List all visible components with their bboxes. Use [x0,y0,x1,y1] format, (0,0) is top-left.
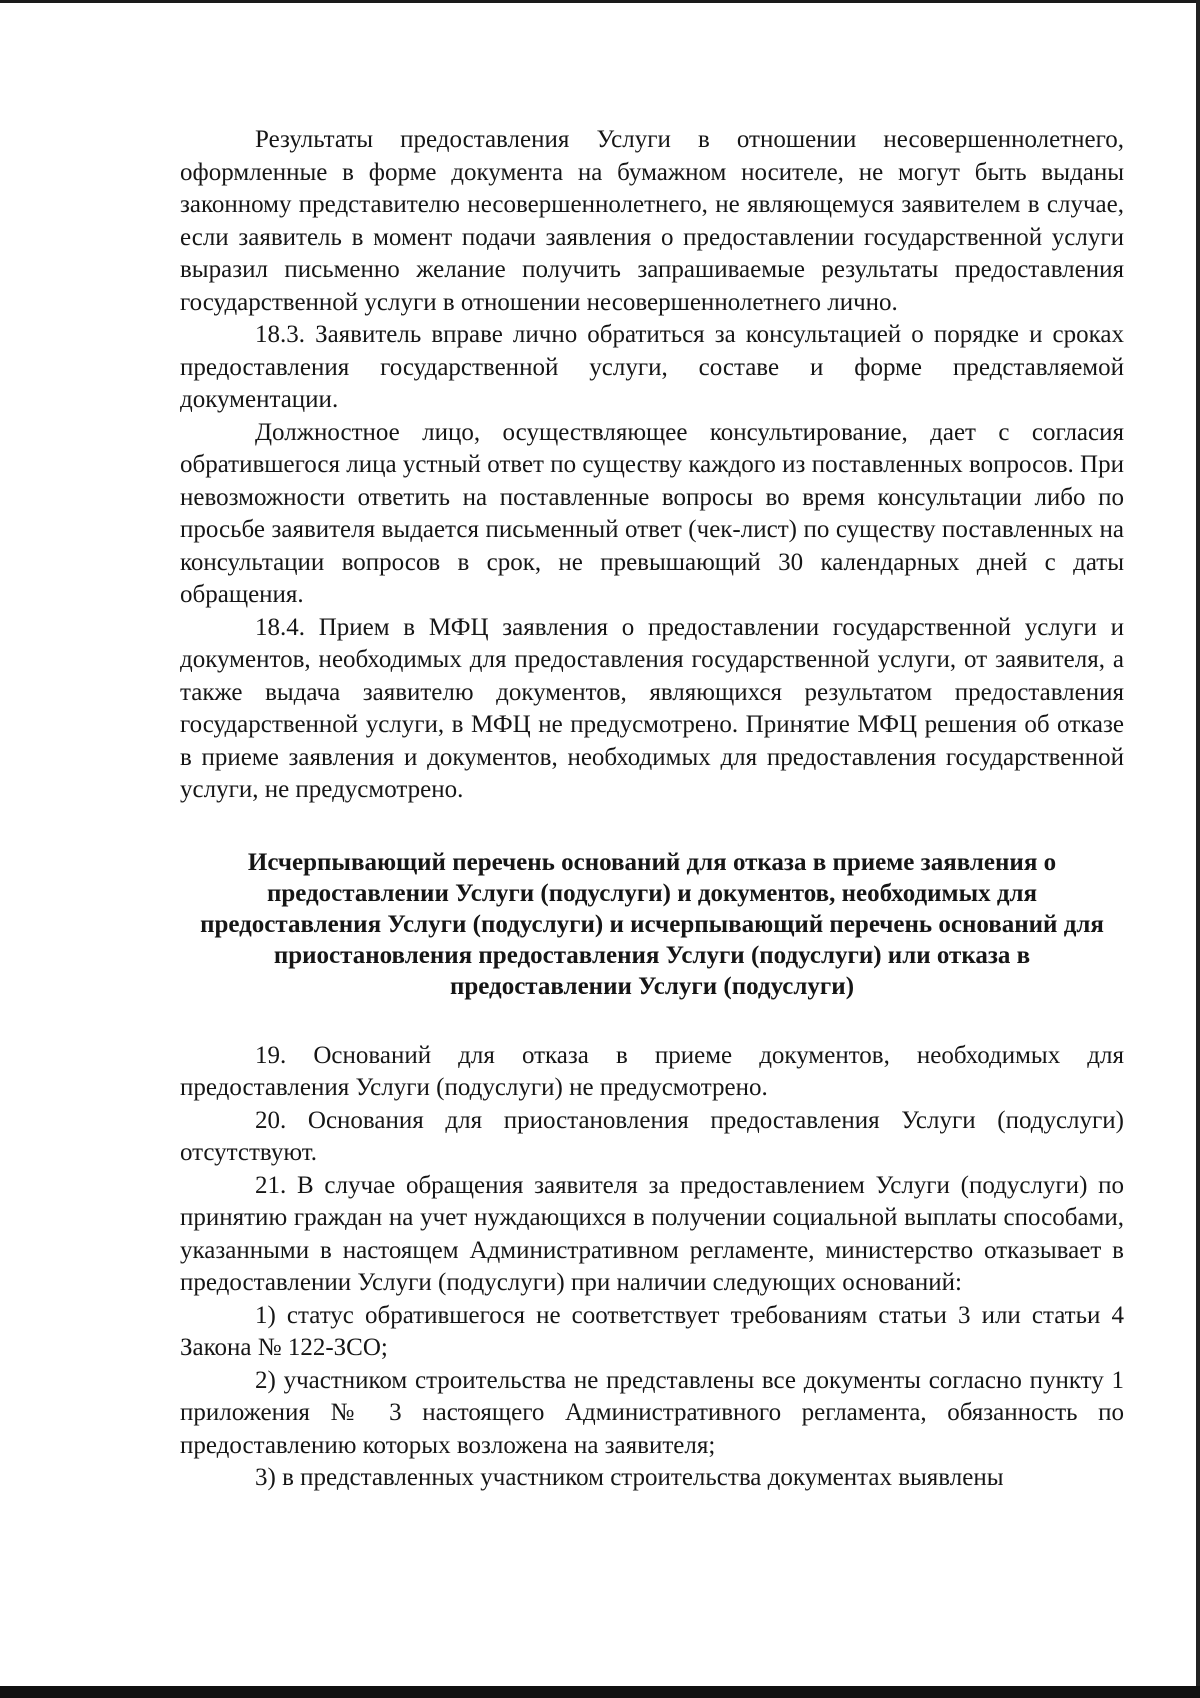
scan-edge-right [1196,0,1200,1698]
list-item-1: 1) статус обратившегося не соответствует требованиям статьи 3 или статьи 4 Закона № 122-ЗСО; [180,1301,1124,1361]
paragraph-19: 19. Оснований для отказа в приеме документов, необходимых для предоставления Услуги (подуслуги) не предусмотрено. [180,1041,1124,1101]
list-item-2: 2) участником строительства не представлены все документы согласно пункту 1 приложения № 3 настоящего Административного регламента, обязанность по предоставлению которых возложена на заявителя; [180,1366,1124,1459]
list-item-3: 3) в представленных участником строительства документах выявлены [255,1464,1004,1491]
paragraph-18-4: 18.4. Прием в МФЦ заявления о предоставлении государственной услуги и документов, необходимых для предоставления государственной услуги, от заявителя, а также выдача заявителю документов, являющихся результатом предоставления государственной услуги, в МФЦ не предусмотрено. Принятие МФЦ решения об отказе в приеме заявления и документов, необходимых для предоставления государственной услуги, не предусмотрено. [180,613,1124,803]
paragraph-consultation-official: Должностное лицо, осуществляющее консультирование, дает с согласия обратившегося лица устный ответ по существу каждого из поставленных вопросов. При невозможности ответить на поставленные вопросы во время консультации либо по просьбе заявителя выдается письменный ответ (чек-лист) по существу поставленных на консультации вопросов в срок, не превышающий 30 календарных дней с даты обращения. [180,418,1124,608]
section-heading: Исчерпывающий перечень оснований для отказа в приеме заявления о предоставлении Услуги (подуслуги) и документов, необходимых для предоставления Услуги (подуслуги) и исчерпывающий перечень оснований для приостановления предоставления Услуги (подуслуги) или отказа в предоставлении Услуги (подуслуги) [200,848,1104,1000]
paragraph-21: 21. В случае обращения заявителя за предоставлением Услуги (подуслуги) по принятию граждан на учет нуждающихся в получении социальной выплаты способами, указанными в настоящем Административном регламенте, министерство отказывает в предоставлении Услуги (подуслуги) при наличии следующих оснований: [180,1171,1124,1296]
paragraph-18-3: 18.3. Заявитель вправе лично обратиться за консультацией о порядке и сроках предоставления государственной услуги, составе и форме представляемой документации. [180,321,1124,413]
document-body [180,124,1124,1495]
scan-edge-top [0,0,1200,3]
scan-edge-bottom [0,1686,1200,1698]
paragraph-minor-results: Результаты предоставления Услуги в отношении несовершеннолетнего, оформленные в форме документа на бумажном носителе, не могут быть выданы законному представителю несовершеннолетнего, не являющемуся заявителем в случае, если заявитель в момент подачи заявления о предоставлении государственной услуги выразил письменно желание получить запрашиваемые результаты предоставления государственной услуги в отношении несовершеннолетнего лично. [180,126,1124,316]
paragraph-20: 20. Основания для приостановления предоставления Услуги (подуслуги) отсутствуют. [180,1106,1124,1166]
